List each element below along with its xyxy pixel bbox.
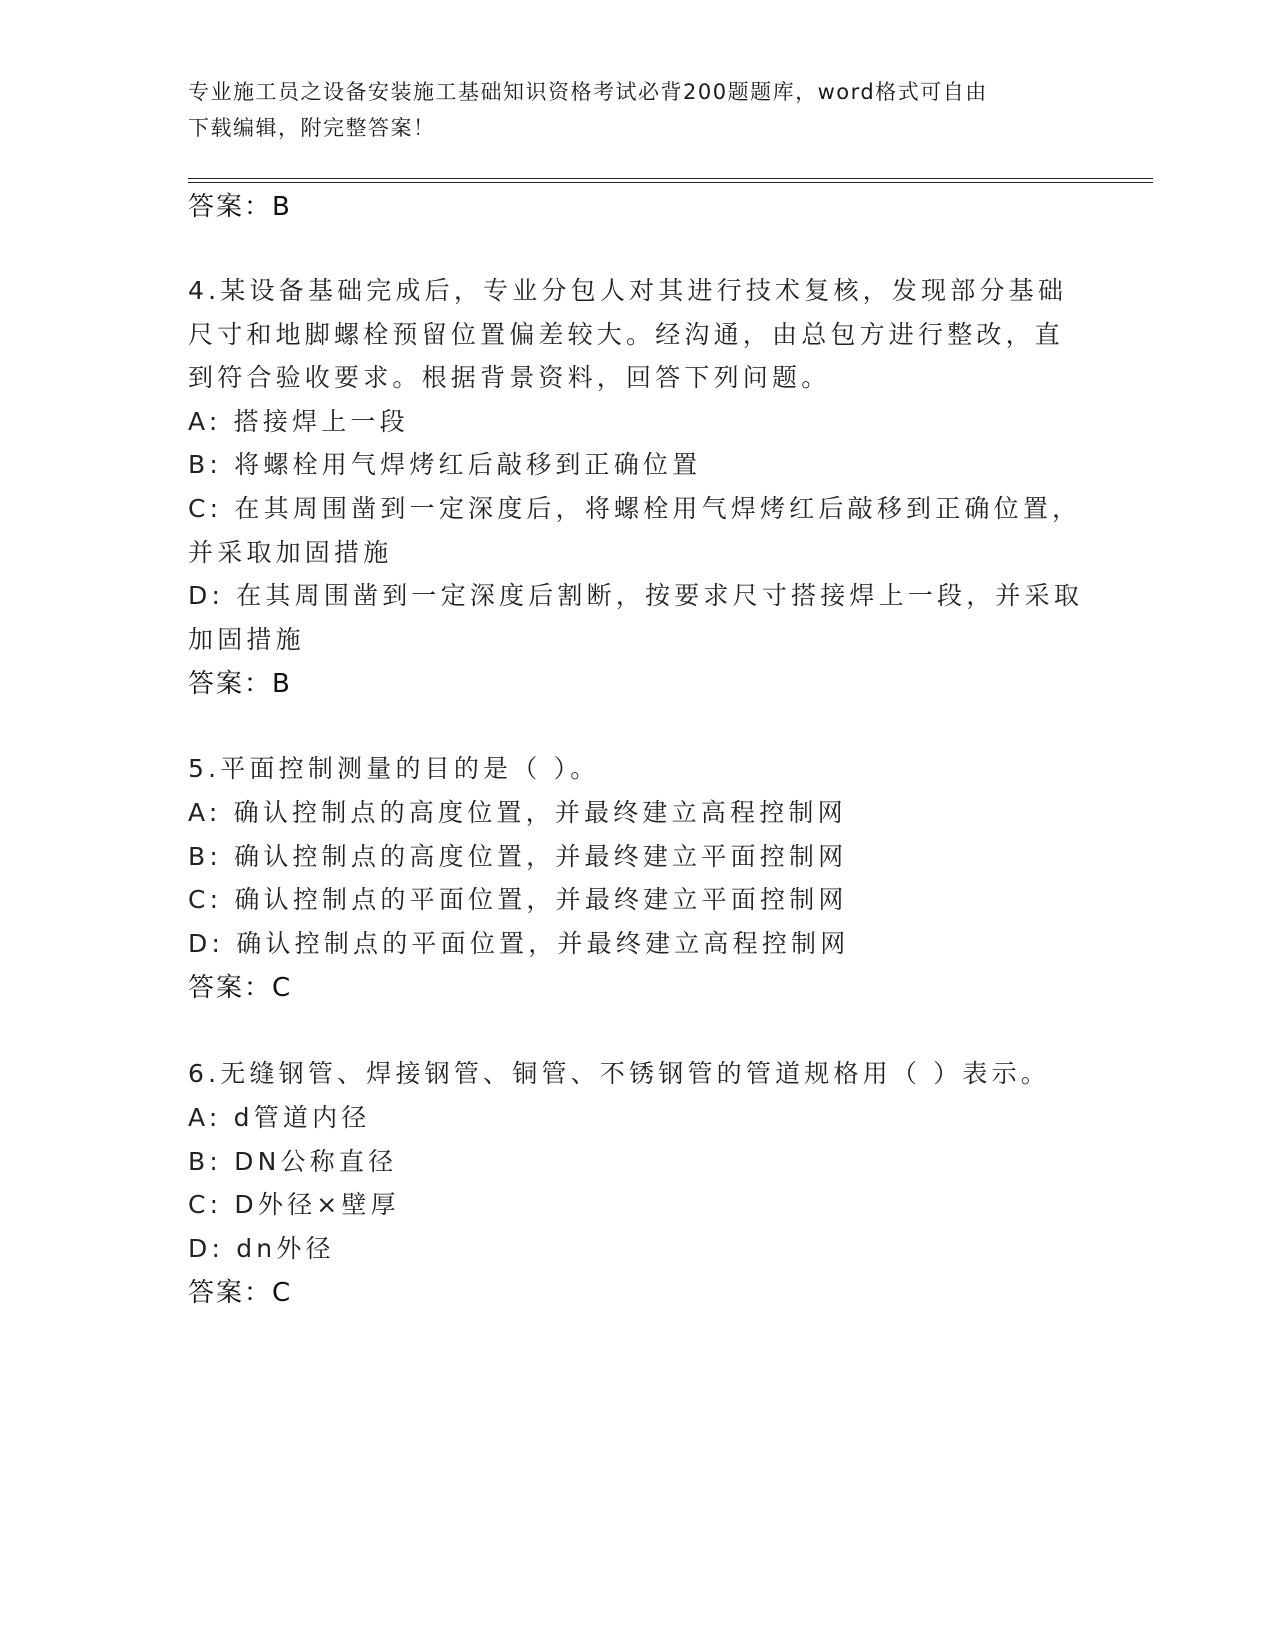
question-4-option-b: B: 将螺栓用气焊烤红后敲移到正确位置	[188, 450, 702, 479]
question-5-option-a: A: 确认控制点的高度位置，并最终建立高程控制网	[188, 798, 847, 827]
question-4-option-d-line-1: D: 在其周围凿到一定深度后割断，按要求尺寸搭接焊上一段，并采取	[188, 581, 1084, 610]
question-5-option-b: B: 确认控制点的高度位置，并最终建立平面控制网	[188, 842, 848, 871]
question-5-answer: 答案：C	[188, 973, 293, 1003]
question-6-stem: 6.无缝钢管、焊接钢管、铜管、不锈钢管的管道规格用（ ）表示。	[188, 1059, 1051, 1088]
question-4-stem-line-1: 4.某设备基础完成后，专业分包人对其进行技术复核，发现部分基础	[188, 276, 1068, 305]
question-4-stem-line-3: 到符合验收要求。根据背景资料，回答下列问题。	[188, 363, 831, 392]
question-4-stem-line-2: 尺寸和地脚螺栓预留位置偏差较大。经沟通，由总包方进行整改，直	[188, 320, 1065, 349]
question-4-answer: 答案：B	[188, 669, 292, 699]
question-4-option-c-line-2: 并采取加固措施	[188, 538, 393, 567]
question-5-option-d: D: 确认控制点的平面位置，并最终建立高程控制网	[188, 929, 850, 958]
header-divider	[188, 178, 1153, 183]
answer-previous: 答案：B	[188, 192, 292, 222]
question-6-answer: 答案：C	[188, 1278, 293, 1308]
question-6-option-b: B: DN公称直径	[188, 1147, 398, 1176]
question-5-option-c: C: 确认控制点的平面位置，并最终建立平面控制网	[188, 885, 848, 914]
question-4-option-c-line-1: C: 在其周围凿到一定深度后，将螺栓用气焊烤红后敲移到正确位置，	[188, 494, 1082, 523]
question-6-option-d: D: dn外径	[188, 1234, 335, 1263]
question-6-option-c: C: D外径×壁厚	[188, 1190, 400, 1219]
header-title-line-1: 专业施工员之设备安装施工基础知识资格考试必背200题题库，word格式可自由	[188, 80, 988, 104]
question-4-option-d-line-2: 加固措施	[188, 625, 305, 654]
question-6-option-a: A: d管道内径	[188, 1103, 371, 1132]
page-header	[188, 74, 1088, 146]
question-5-stem: 5.平面控制测量的目的是（ ）。	[188, 754, 600, 783]
question-4-option-a: A: 搭接焊上一段	[188, 407, 409, 436]
header-title-line-2: 下载编辑，附完整答案！	[188, 116, 436, 140]
